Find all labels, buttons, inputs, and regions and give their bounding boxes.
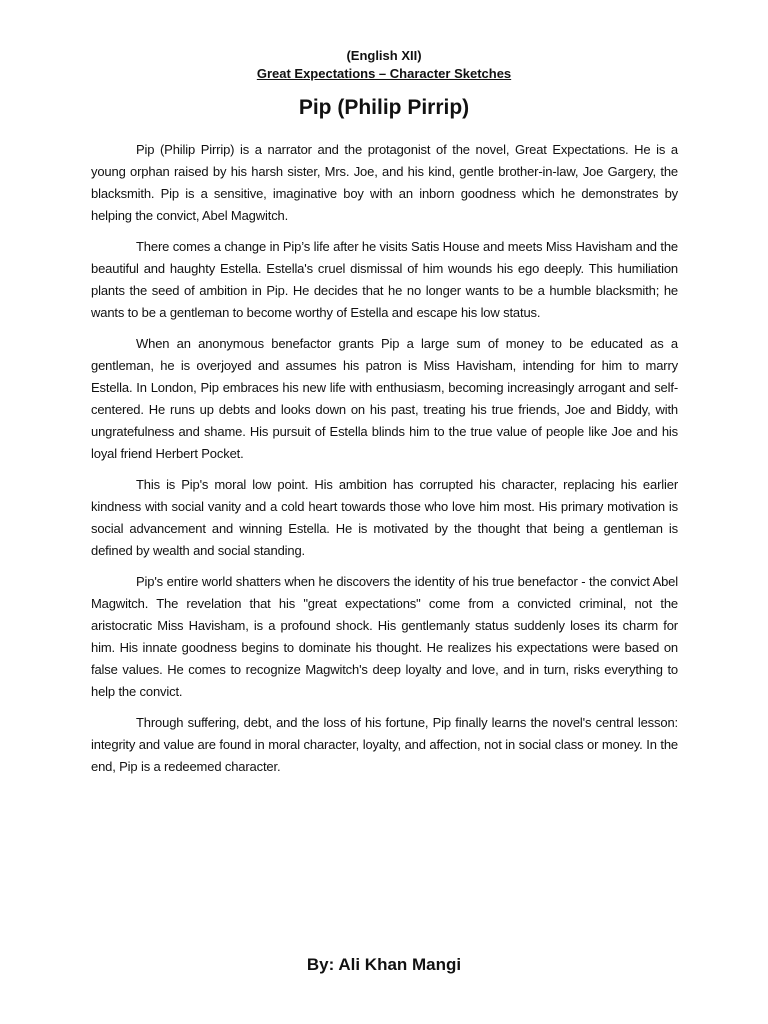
body-text — [91, 139, 678, 787]
paragraph-2: There comes a change in Pip’s life after he visits Satis House and meets Miss Havisham and the beautiful and haughty Estella. Estella's cruel dismissal of him wounds his ego deeply. This humiliation plants the seed of ambition in Pip. He decides that he no longer wants to be a humble blacksmith; he wants to be a gentleman to become worthy of Estella and escape his low status. — [91, 239, 678, 320]
author-credit: By: Ali Khan Mangi — [306, 955, 462, 974]
course-label: (English XII) — [346, 48, 422, 63]
paragraph-4: This is Pip's moral low point. His ambition has corrupted his character, replacing his earlier kindness with social vanity and a cold heart towards those who love him most. His primary motivation is social advancement and winning Estella. He is motivated by the thought that being a gentleman is defined by wealth and social standing. — [91, 477, 678, 558]
document-subtitle: Great Expectations – Character Sketches — [256, 66, 512, 81]
page-title: Pip (Philip Pirrip) — [298, 96, 470, 119]
paragraph-1: Pip (Philip Pirrip) is a narrator and the protagonist of the novel, Great Expectations. He is a young orphan raised by his harsh sister, Mrs. Joe, and his kind, gentle brother-in-law, Joe Gargery, the blacksmith. Pip is a sensitive, imaginative boy with an inborn goodness which he demonstrates by helping the convict, Abel Magwitch. — [91, 142, 678, 223]
paragraph-5: Pip's entire world shatters when he discovers the identity of his true benefactor - the convict Abel Magwitch. The revelation that his "great expectations" come from a convicted criminal, not the aristocratic Miss Havisham, is a profound shock. His gentlemanly status suddenly loses its charm for him. His innate goodness begins to dominate his thought. He realizes his expectations were based on false values. He comes to recognize Magwitch's deep loyalty and love, and in turn, risks everything to help the convict. — [91, 574, 678, 699]
paragraph-6: Through suffering, debt, and the loss of his fortune, Pip finally learns the novel's central lesson: integrity and value are found in moral character, loyalty, and affection, not in social class or money. In the end, Pip is a redeemed character. — [91, 715, 678, 774]
paragraph-3: When an anonymous benefactor grants Pip a large sum of money to be educated as a gentleman, he is overjoyed and assumes his patron is Miss Havisham, intending for him to marry Estella. In London, Pip embraces his new life with enthusiasm, becoming increasingly arrogant and self-centered. He runs up debts and looks down on his past, treating his true friends, Joe and Biddy, with ungratefulness and shame. His pursuit of Estella blinds him to the true value of people like Joe and his loyal friend Herbert Pocket. — [91, 336, 678, 461]
